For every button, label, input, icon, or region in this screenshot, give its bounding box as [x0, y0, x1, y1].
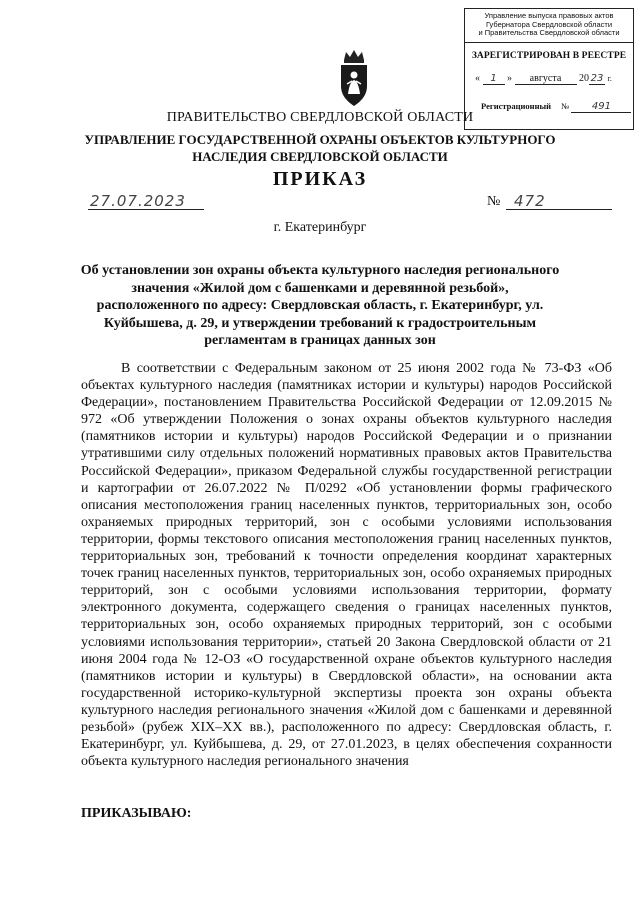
order-heading: ПРИКАЗЫВАЮ: [81, 806, 192, 821]
stamp-header-line: Губернатора Свердловской области [485, 19, 613, 29]
stamp-day: 1 [483, 73, 505, 85]
stamp-date [475, 73, 612, 85]
city: г. Екатеринбург [273, 220, 367, 235]
number-field [506, 193, 612, 210]
stamp-no-sign: № [561, 101, 570, 111]
stamp-header-line: Управление выпуска правовых актов [484, 11, 614, 20]
handwritten-date: 27.07.2023 [90, 192, 186, 210]
document-title: Об установлении зон охраны объекта культурного наследия регионального значения «Жилой дом с башенками и деревянной резьбой», расположенного по адресу: Свердловская область, г. Екатеринбург, ул. Куйбышева, д. 29, и утверждении требований к градостроительным регламентам в границах данных зон [80, 263, 560, 348]
stamp-close-quote: » [507, 73, 512, 84]
handwritten-number: 472 [514, 192, 546, 210]
stamp-month: августа [515, 73, 577, 85]
stamp-header [465, 12, 633, 38]
stamp-divider [465, 42, 633, 43]
stamp-year-prefix: 20 [579, 73, 589, 84]
stamp-year-suffix: 23 [590, 73, 604, 84]
stamp-open-quote: « [475, 73, 480, 84]
department-name: УПРАВЛЕНИЕ ГОСУДАРСТВЕННОЙ ОХРАНЫ ОБЪЕКТОВ КУЛЬТУРНОГО НАСЛЕДИЯ СВЕРДЛОВСКОЙ ОБЛАСТИ [84, 132, 556, 164]
document-type: ПРИКАЗ [272, 168, 368, 190]
date-field [88, 193, 204, 210]
stamp-header-line: и Правительства Свердловской области [478, 28, 620, 37]
stamp-number-value: 491 [571, 101, 631, 113]
preamble-paragraph: В соответствии с Федеральным законом от 25 июня 2002 года № 73-ФЗ «Об объектах культурного наследия (памятниках истории и культуры) народов Российской Федерации», постановлением Правительства Российской Федерации от 12.09.2015 № 972 «Об утверждении Положения о зонах охраны объектов культурного наследия (памятников истории и культуры) народов Российской Федерации и о признании утратившими силу отдельных положений нормативных правовых актов Правительства Российской Федерации», приказом Федеральной службы государственной регистрации и картографии от 26.07.2022 № П/0292 «Об установлении формы графического описания местоположения границ населенных пунктов, территориальных зон, особо охраняемых природных территорий, зон с особыми условиями использования территории, формы текстового описания местоположения границ населенных пунктов, территориальных зон, требований к точности определения координат характерных точек границ населенных пунктов, территориальных зон, особо охраняемых природных территорий, зон с особыми условиями использования территории, формату электронного документа, содержащего сведения о границах населенных пунктов, территориальных зон, особо охраняемых природных территорий, зон с особыми условиями использования территории», статьей 20 Закона Свердловской области от 21 июня 2004 года № 12-ОЗ «О государственной охране объектов культурного наследия (памятников истории и культуры) в Свердловской области», на основании акта государственной историко-культурной экспертизы проекта зон охраны объекта культурного наследия регионального значения «Жилой дом с башенками и деревянной резьбой» (рубеж XIX–XX вв.), расположенного по адресу: Свердловская область, г. Екатеринбург, ул. Куйбышева, д. 29, от 27.01.2023, в целях обеспечения сохранности объекта культурного наследия регионального значения [81, 361, 612, 770]
sverdlovsk-coat-of-arms-icon [336, 48, 372, 110]
stamp-reg-label: Регистрационный [481, 101, 552, 111]
number-sign: № [487, 194, 501, 209]
stamp-registered-label: ЗАРЕГИСТРИРОВАН В РЕЕСТРЕ [471, 51, 627, 61]
stamp-year-label: г. [607, 74, 612, 83]
government-name: ПРАВИТЕЛЬСТВО СВЕРДЛОВСКОЙ ОБЛАСТИ [166, 110, 474, 125]
